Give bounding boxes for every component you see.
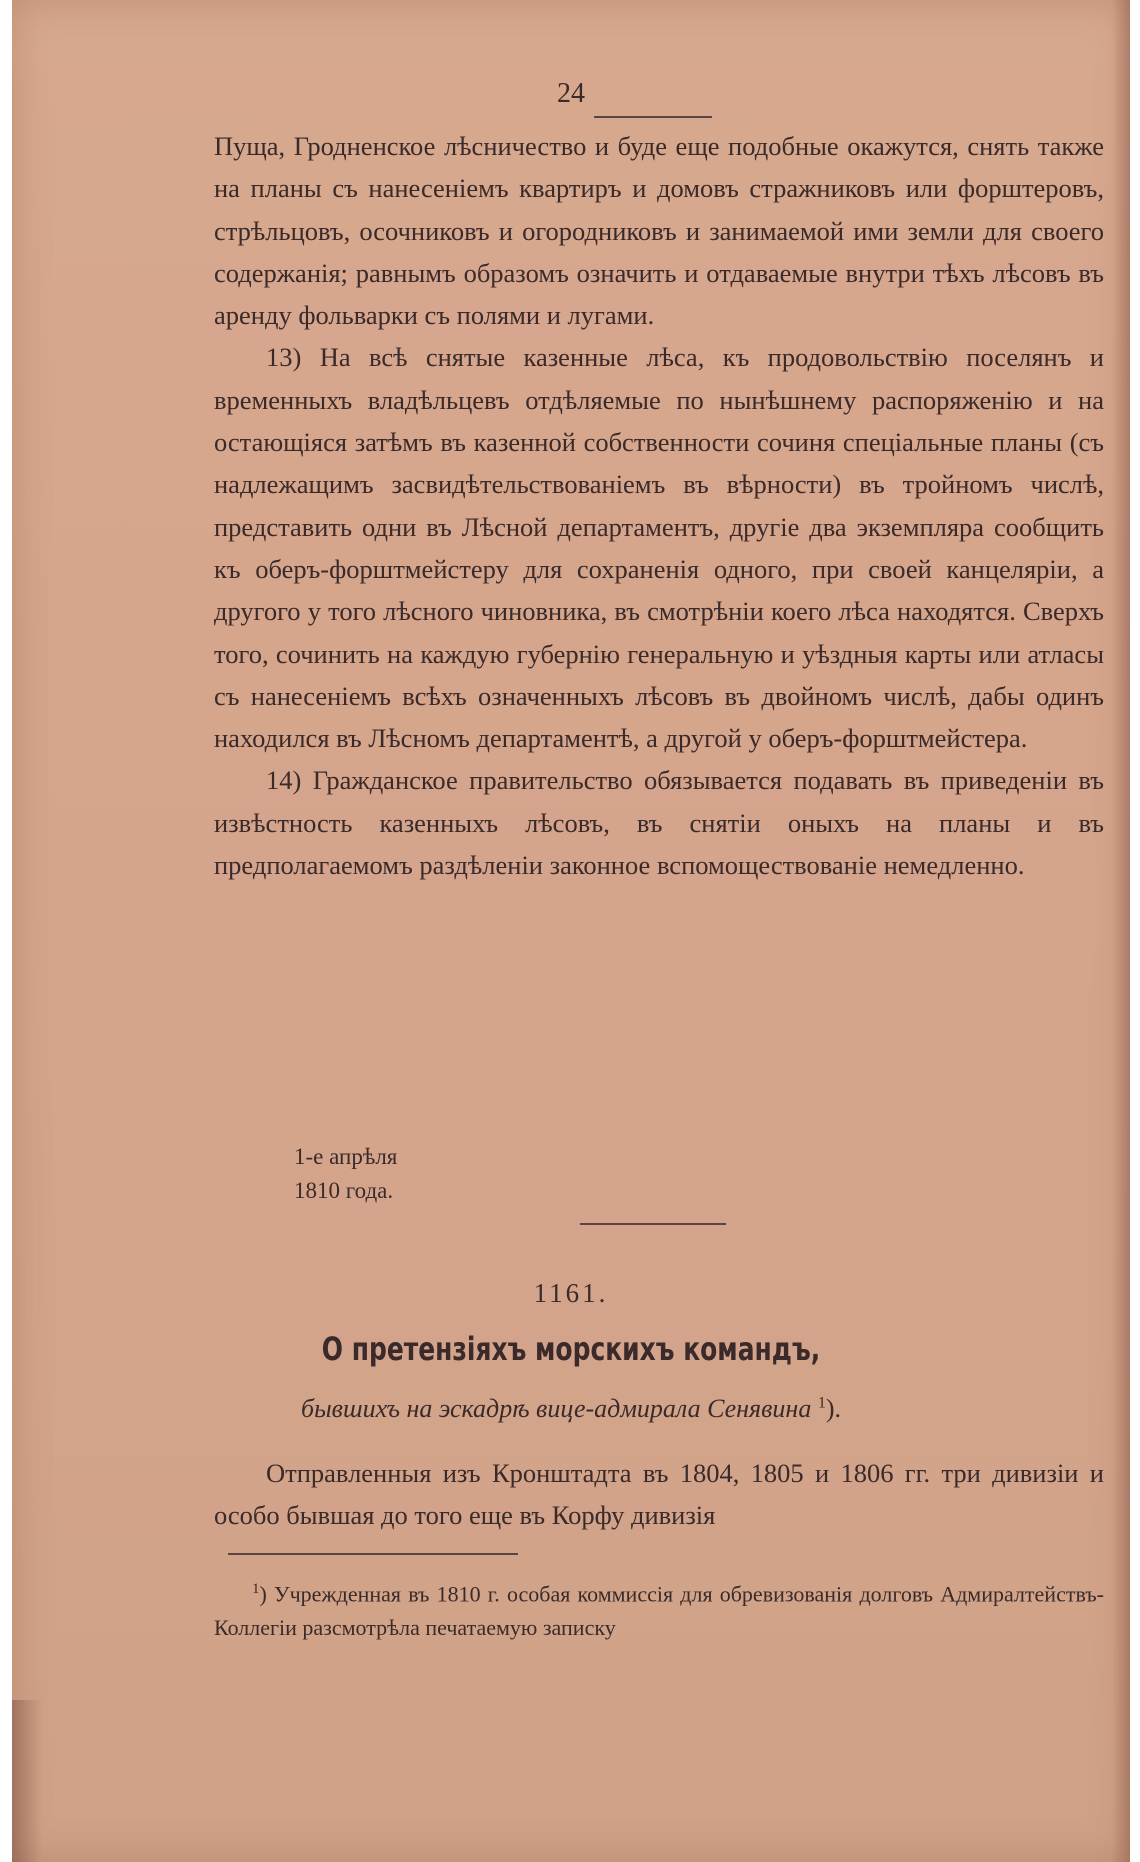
document-title: О претензіяхъ морскихъ командъ, <box>321 1330 821 1368</box>
book-page <box>12 0 1130 1862</box>
page-corner-shadow <box>12 1700 42 1862</box>
document-first-paragraph: Отправленныя изъ Кронштадта въ 1804, 1805 и 1806 гг. три дивизіи и особо бывшая до того еще въ Корфу дивизія <box>214 1458 1104 1531</box>
page-edge-shadow <box>1112 0 1130 1862</box>
footnote: $^1$) Учрежденная въ 1810 г. особая коммиссія для обревизованія долговъ Адмиралтействъ-Коллегіи разсмотрѣла печатаемую записку <box>214 1581 1105 1641</box>
footnote-text: Учрежденная въ 1810 г. особая коммиссія для обревизованія долговъ Адмиралтействъ-Коллегіи разсмотрѣла печатаемую записку <box>214 1581 1105 1641</box>
subtitle-end: ). <box>825 1394 841 1423</box>
paragraph-13: 13) На всѣ снятые казенные лѣса, къ продовольствію поселянъ и временныхъ владѣльцевъ отдѣляемые по нынѣшнему распоряженію и на остающіяся затѣмъ въ казенной собственности сочиня спеціальные планы (съ надлежащимъ засвидѣтельствованіемъ въ вѣрности) въ тройномъ числѣ, представить одни въ Лѣсной департаментъ, другіе два экземпляра сообщить къ оберъ-форштмейстеру для сохраненія одного, при своей канцеляріи, а другого у того лѣсного чиновника, въ смотрѣніи коего лѣса находятся. Сверхъ того, сочинить на каждую губернію генеральную и уѣздныя карты или атласы съ нанесеніемъ всѣхъ означенныхъ лѣсовъ въ двойномъ числѣ, дабы одинъ находился въ Лѣсномъ департаментѣ, а другой у оберъ-форштмейстера. <box>214 342 1104 754</box>
date-year: 1810 года. <box>294 1178 394 1203</box>
section-separator <box>580 1223 726 1225</box>
paragraph-14: 14) Гражданское правительство обязывается подавать въ приведеніи въ извѣстность казенныхъ лѣсовъ, въ снятіи оныхъ на планы и въ предполагаемомъ раздѣленіи законное вспомоществованіе немедленно. <box>214 765 1104 881</box>
footnote-marker: 1 <box>252 1581 260 1597</box>
subtitle-text: бывшихъ на эскадрѣ вице-адмирала Сенявина <box>301 1394 812 1423</box>
footnote-rule <box>228 1553 518 1555</box>
main-text <box>214 125 1104 886</box>
subtitle-footnote-marker: 1 <box>817 1394 826 1412</box>
paragraph-continuation: Пуща, Гродненское лѣсничество и буде еще подобные окажутся, снять также на планы съ нанесеніемъ квартиръ и домовъ стражниковъ или форштеровъ, стрѣльцовъ, осочниковъ и огородниковъ и занимаемой ими земли для своего содержанія; равнымъ образомъ означить и отдаваемые внутри тѣхъ лѣсовъ въ аренду фольварки съ полями и лугами. <box>214 131 1104 331</box>
document-number: 1161. <box>533 1278 609 1308</box>
page-number: 24 <box>557 78 585 109</box>
document-subtitle <box>12 1394 1130 1424</box>
document-body <box>214 1452 1104 1537</box>
date-day: 1-е апрѣля <box>294 1144 398 1169</box>
page-number-rule <box>594 116 712 118</box>
date-block <box>294 1140 397 1208</box>
